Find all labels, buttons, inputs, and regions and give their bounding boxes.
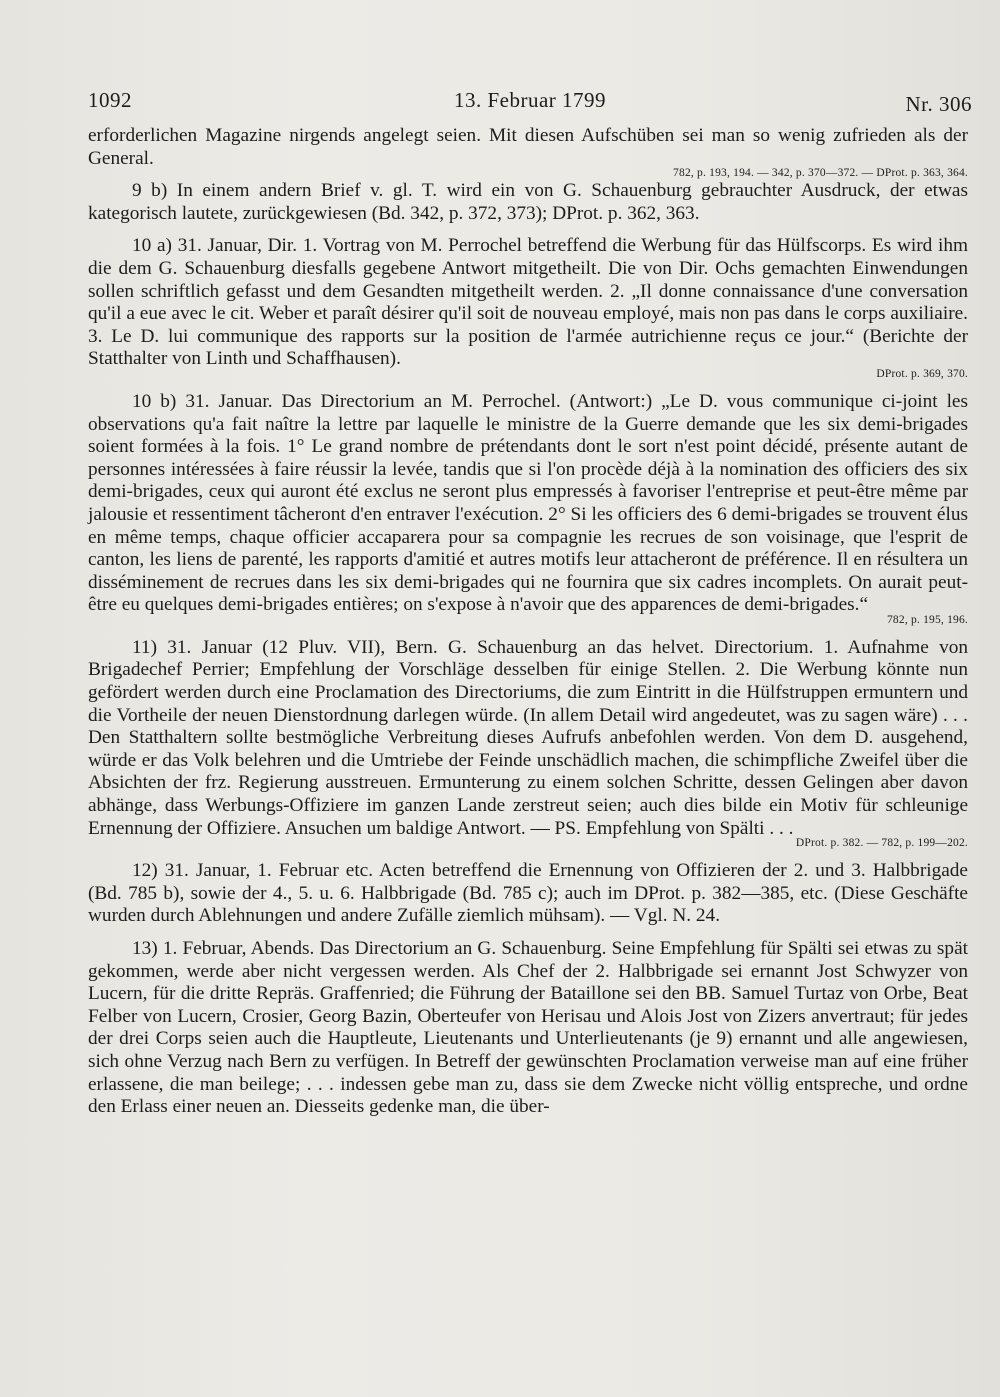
document-number: Nr. 306 — [905, 92, 972, 116]
source-reference: 782, p. 193, 194. — 342, p. 370—372. — DProt. p. 363, 364. — [673, 167, 968, 180]
paragraph-text: 11) 31. Januar (12 Pluv. VII), Bern. G. Schauenburg an das helvet. Directorium. 1. Aufnahme von Brigadechef Perrier; Empfehlung der Vorschläge desselben für einige Stellen. 2. Die Werbung könnte nun gefördert werden durch eine Proclamation des Directoriums, die zum Eintritt in die Hülfstruppen ermuntern und die Vortheile der neuen Dienstordnung darlegen würde. (In allem Detail wird angedeutet, was zu sagen wäre) . . . Den Statthaltern sollte bestmögliche Verbreitung dieses Aufrufs anbefohlen werden. Von dem D. ausgehend, würde er das Volk belehren und die Umtriebe der Feinde unschädlich machen, die schimpfliche Zweifel über die Absichten der frz. Regierung ausstreuen. Ermunterung zu einem solchen Schritte, dessen Gelingen aber davon abhänge, dass Werbungs-Offiziere im ganzen Lande zerstreut seien; auch dies bilde ein Motiv für schleunige Ernennung der Offiziere. Ansuchen um baldige Antwort. — PS. Empfehlung von Spälti . . . — [88, 636, 968, 839]
page-header — [88, 88, 972, 118]
entry-9b — [88, 180, 968, 225]
paragraph-text: 9 b) In einem andern Brief v. gl. T. wird ein von G. Schauenburg gebrauchter Ausdruck, der etwas kategorisch lautete, zurückgewiesen (Bd. 342, p. 372, 373); DProt. p. 362, 363. — [88, 180, 968, 224]
page-body — [88, 125, 968, 1119]
paragraph-text: 12) 31. Januar, 1. Februar etc. Acten betreffend die Ernennung von Offizieren der 2. und 3. Halbbrigade (Bd. 785 b), sowie der 4., 5. u. 6. Halbbrigade (Bd. 785 c); auch im DProt. p. 382—385, etc. (Diese Geschäfte wurden durch Ablehnungen und andere Zufälle ziemlich mühsam). — Vgl. N. 24. — [88, 860, 968, 927]
header-date: 13. Februar 1799 — [453, 88, 607, 112]
source-reference: DProt. p. 369, 370. — [876, 367, 968, 380]
page-number: 1092 — [88, 88, 132, 112]
entry-12 — [88, 860, 968, 928]
entry-10a — [88, 235, 968, 381]
entry-10b — [88, 391, 968, 627]
entry-13 — [88, 938, 968, 1119]
paragraph-text: 10 a) 31. Januar, Dir. 1. Vortrag von M. Perrochel betreffend die Werbung für das Hülfscorps. Es wird ihm die dem G. Schauenburg diesfalls gegebene Antwort mitgetheilt. Die von Dir. Ochs gemachten Einwendungen sollen schriftlich gefasst und dem Gesandten mitgetheilt werden. 2. „Il donne connaissance d'une conversation qu'il a eue avec le cit. Weber et paraît désirer qu'il soit de nouveau employé, mais non pas dans le corps auxiliaire. 3. Le D. lui communique des rapports sur la position de l'armée autrichienne reçus ce jour.“ (Berichte der Statthalter von Linth und Schaffhausen). — [88, 235, 968, 370]
paragraph-continuation — [88, 125, 968, 180]
paragraph-text: 13) 1. Februar, Abends. Das Directorium an G. Schauenburg. Seine Empfehlung für Spälti sei etwas zu spät gekommen, werde aber nicht vergessen werden. Als Chef der 2. Halbbrigade sei ernannt Jost Schwyzer von Lucern, für die dritte Repräs. Graffenried; die Führung der Bataillone sei den BB. Samuel Turtaz von Orbe, Beat Felber von Lucern, Crosier, Georg Bazin, Oberteufer von Herisau und Alois Jost von Zizers anvertraut; für jedes der drei Corps seien auch die Hauptleute, Lieutenants und Unterlieutenants (je 9) ernannt und alle angewiesen, sich ohne Verzug nach Bern zu verfügen. In Betreff der gewünschten Proclamation verweise man auf eine früher erlassene, die man beilege; . . . indessen gebe man zu, dass sie dem Zwecke nicht völlig entspreche, und ordne den Erlass einer neuen an. Diesseits gedenke man, die über- — [88, 938, 968, 1118]
source-reference: DProt. p. 382. — 782, p. 199—202. — [795, 837, 968, 850]
paragraph-text: 10 b) 31. Januar. Das Directorium an M. Perrochel. (Antwort:) „Le D. vous communique ci-joint les observations qu'a fait naître la lettre par laquelle le ministre de la Guerre demande que les six demi-brigades soient formées à la fois. 1° Le grand nombre de prétendants dont le sort n'est point décidé, présente autant de personnes intéressées à faire réussir la levée, tandis que si l'on procède déjà à la nomination des officiers des six demi-brigades, ceux qui auront été exclus ne seront plus empressés à favoriser l'entreprise et peut-être même par jalousie et ressentiment tâcheront d'en entraver l'exécution. 2° Si les officiers des 6 demi-brigades se trouvent élus en même temps, chaque officier accaparera pour sa compagnie les recrues de son voisinage, que l'esprit de canton, les liens de parenté, les rapports d'amitié et autres motifs leur attacheront de préférence. Il en résultera un disséminement de recrues dans les six demi-brigades qui ne fournira que six cadres incomplets. On aurait peut-être eu quelques demi-brigades entières; on s'expose à n'avoir que des apparences de demi-brigades.“ — [88, 390, 968, 616]
paragraph-text: erforderlichen Magazine nirgends angelegt seien. Mit diesen Aufschüben sei man so wenig zufrieden als der General. — [88, 125, 968, 169]
source-reference: 782, p. 195, 196. — [886, 613, 968, 626]
entry-11 — [88, 637, 968, 850]
